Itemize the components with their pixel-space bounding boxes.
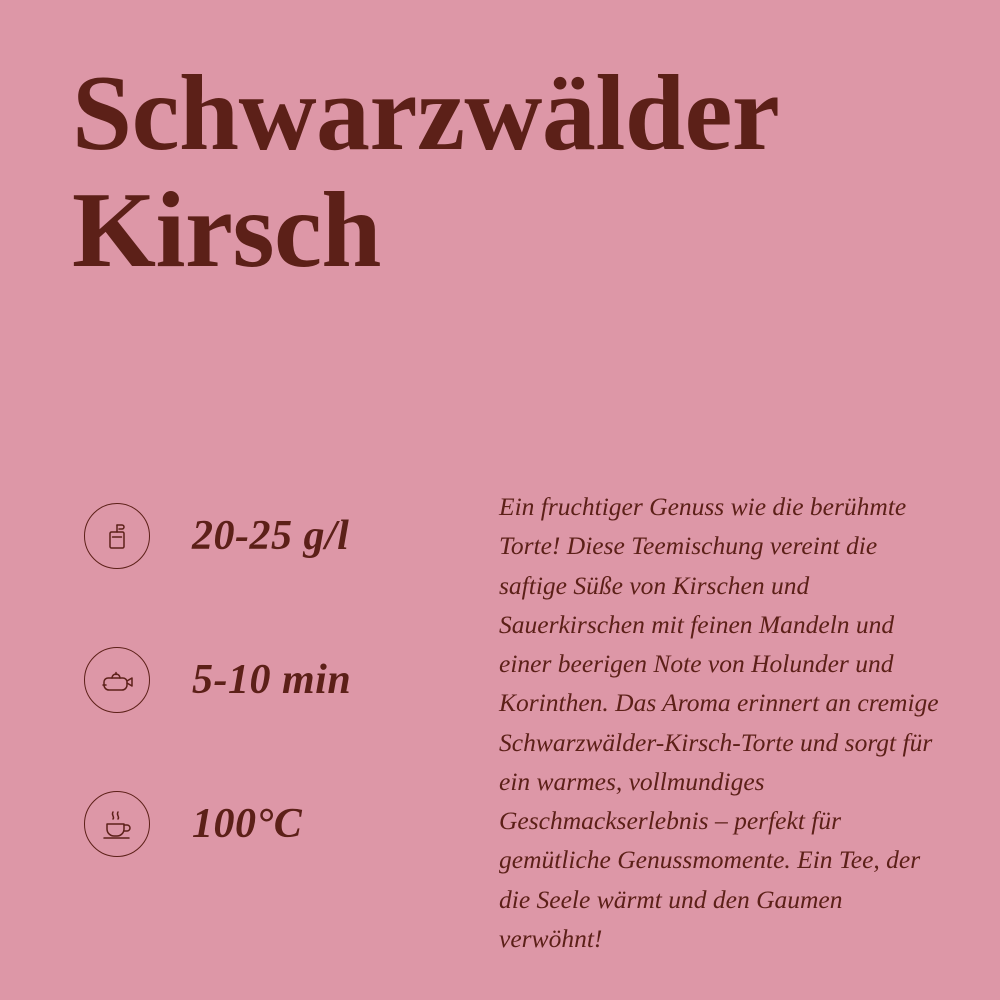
- brewing-value-temperature: 100°C: [192, 801, 303, 847]
- brewing-value-time: 5-10 min: [192, 657, 352, 703]
- title-line-2: Kirsch: [72, 170, 381, 290]
- page-title: [72, 56, 972, 289]
- product-description: Ein fruchtiger Genuss wie die berühmte Torte! Diese Teemischung vereint die saftige Süße von Kirschen und Sauerkirschen mit feinen Mandeln und einer beerigen Note von Holunder und Korinthen. Das Aroma erinnert an cremige Schwarzwälder-Kirsch-Torte und sorgt für ein warmes, vollmundiges Geschmackserlebnis – perfekt für gemütliche Genussmomente. Ein Tee, der die Seele wärmt und den Gaumen verwöhnt!: [499, 492, 939, 953]
- brewing-instructions: [84, 480, 464, 912]
- teapot-icon: [84, 647, 150, 713]
- brewing-item-time: [84, 624, 464, 736]
- title-line-1: Schwarzwälder: [72, 54, 780, 173]
- brewing-value-dosage: 20-25 g/l: [192, 513, 350, 559]
- brewing-item-dosage: [84, 480, 464, 592]
- hot-cup-icon: [84, 791, 150, 857]
- brewing-item-temperature: [84, 768, 464, 880]
- tea-bag-icon: [84, 503, 150, 569]
